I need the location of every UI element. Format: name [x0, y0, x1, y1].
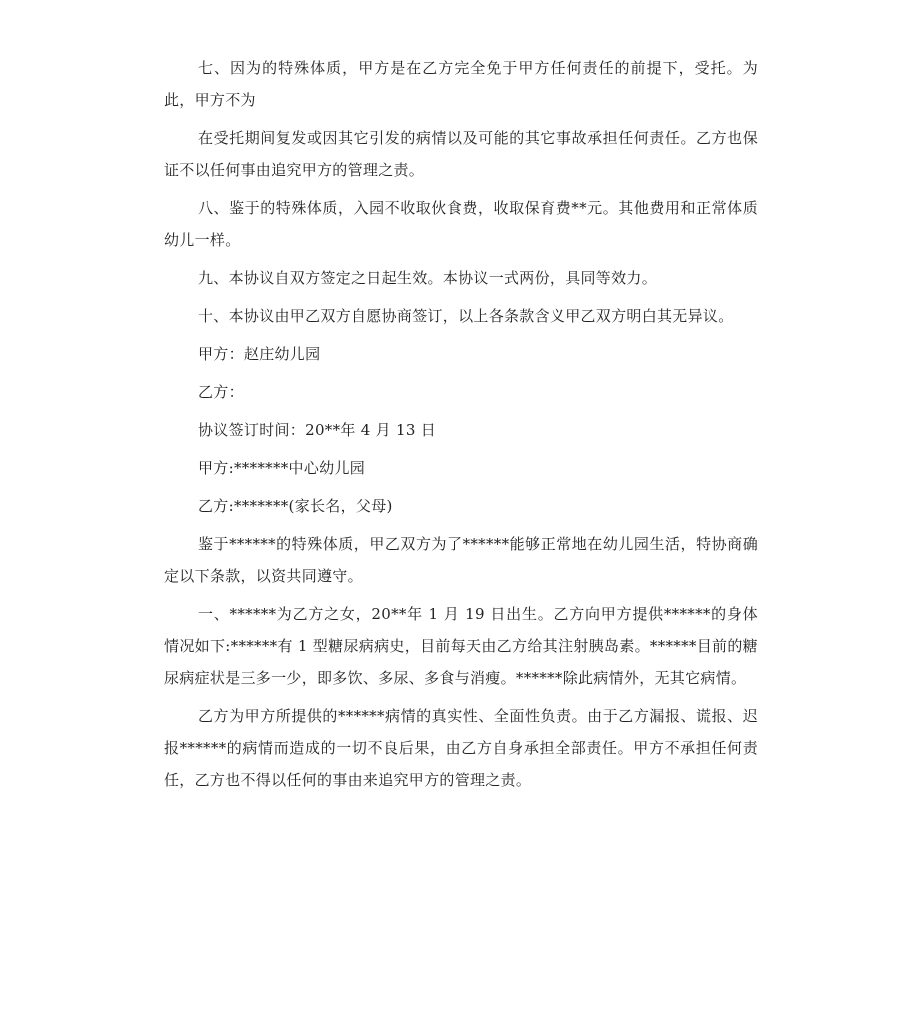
party-b-parent: 乙方:*******(家长名，父母): [198, 497, 393, 515]
party-a-line: 甲方：赵庄幼儿园: [198, 345, 321, 363]
document-body: [164, 52, 758, 802]
preamble-paragraph: 鉴于******的特殊体质，甲乙双方为了******能够正常地在幼儿园生活，特协商确定以下条款，以资共同遵守。: [164, 535, 758, 585]
signing-date-line: 协议签订时间：20**年 4 月 13 日: [198, 421, 437, 439]
party-a-kindergarten: 甲方:*******中心幼儿园: [198, 459, 366, 477]
clause-eight: 八、鉴于的特殊体质，入园不收取伙食费，收取保育费**元。其他费用和正常体质幼儿一样。: [164, 199, 758, 249]
clause-nine: 九、本协议自双方签定之日起生效。本协议一式两份，具同等效力。: [198, 269, 658, 287]
clause-ten: 十、本协议由甲乙双方自愿协商签订，以上各条款含义甲乙双方明白其无异议。: [198, 307, 734, 325]
responsibility-paragraph: 乙方为甲方所提供的******病情的真实性、全面性负责。由于乙方漏报、谎报、迟报******的病情而造成的一切不良后果，由乙方自身承担全部责任。甲方不承担任何责任，乙方也不得以任何的事由来追究甲方的管理之责。: [164, 707, 758, 789]
clause-seven-continued: 在受托期间复发或因其它引发的病情以及可能的其它事故承担任何责任。乙方也保证不以任何事由追究甲方的管理之责。: [164, 129, 758, 179]
clause-seven: 七、因为的特殊体质，甲方是在乙方完全免于甲方任何责任的前提下，受托。为此，甲方不为: [164, 59, 758, 109]
clause-one: 一、******为乙方之女，20**年 1 月 19 日出生。乙方向甲方提供******的身体情况如下:******有 1 型糖尿病病史，目前每天由乙方给其注射胰岛素。******目前的糖尿病症状是三多一少，即多饮、多尿、多食与消瘦。******除此病情外，无其它病情。: [164, 605, 758, 687]
party-b-line: 乙方：: [198, 383, 244, 401]
